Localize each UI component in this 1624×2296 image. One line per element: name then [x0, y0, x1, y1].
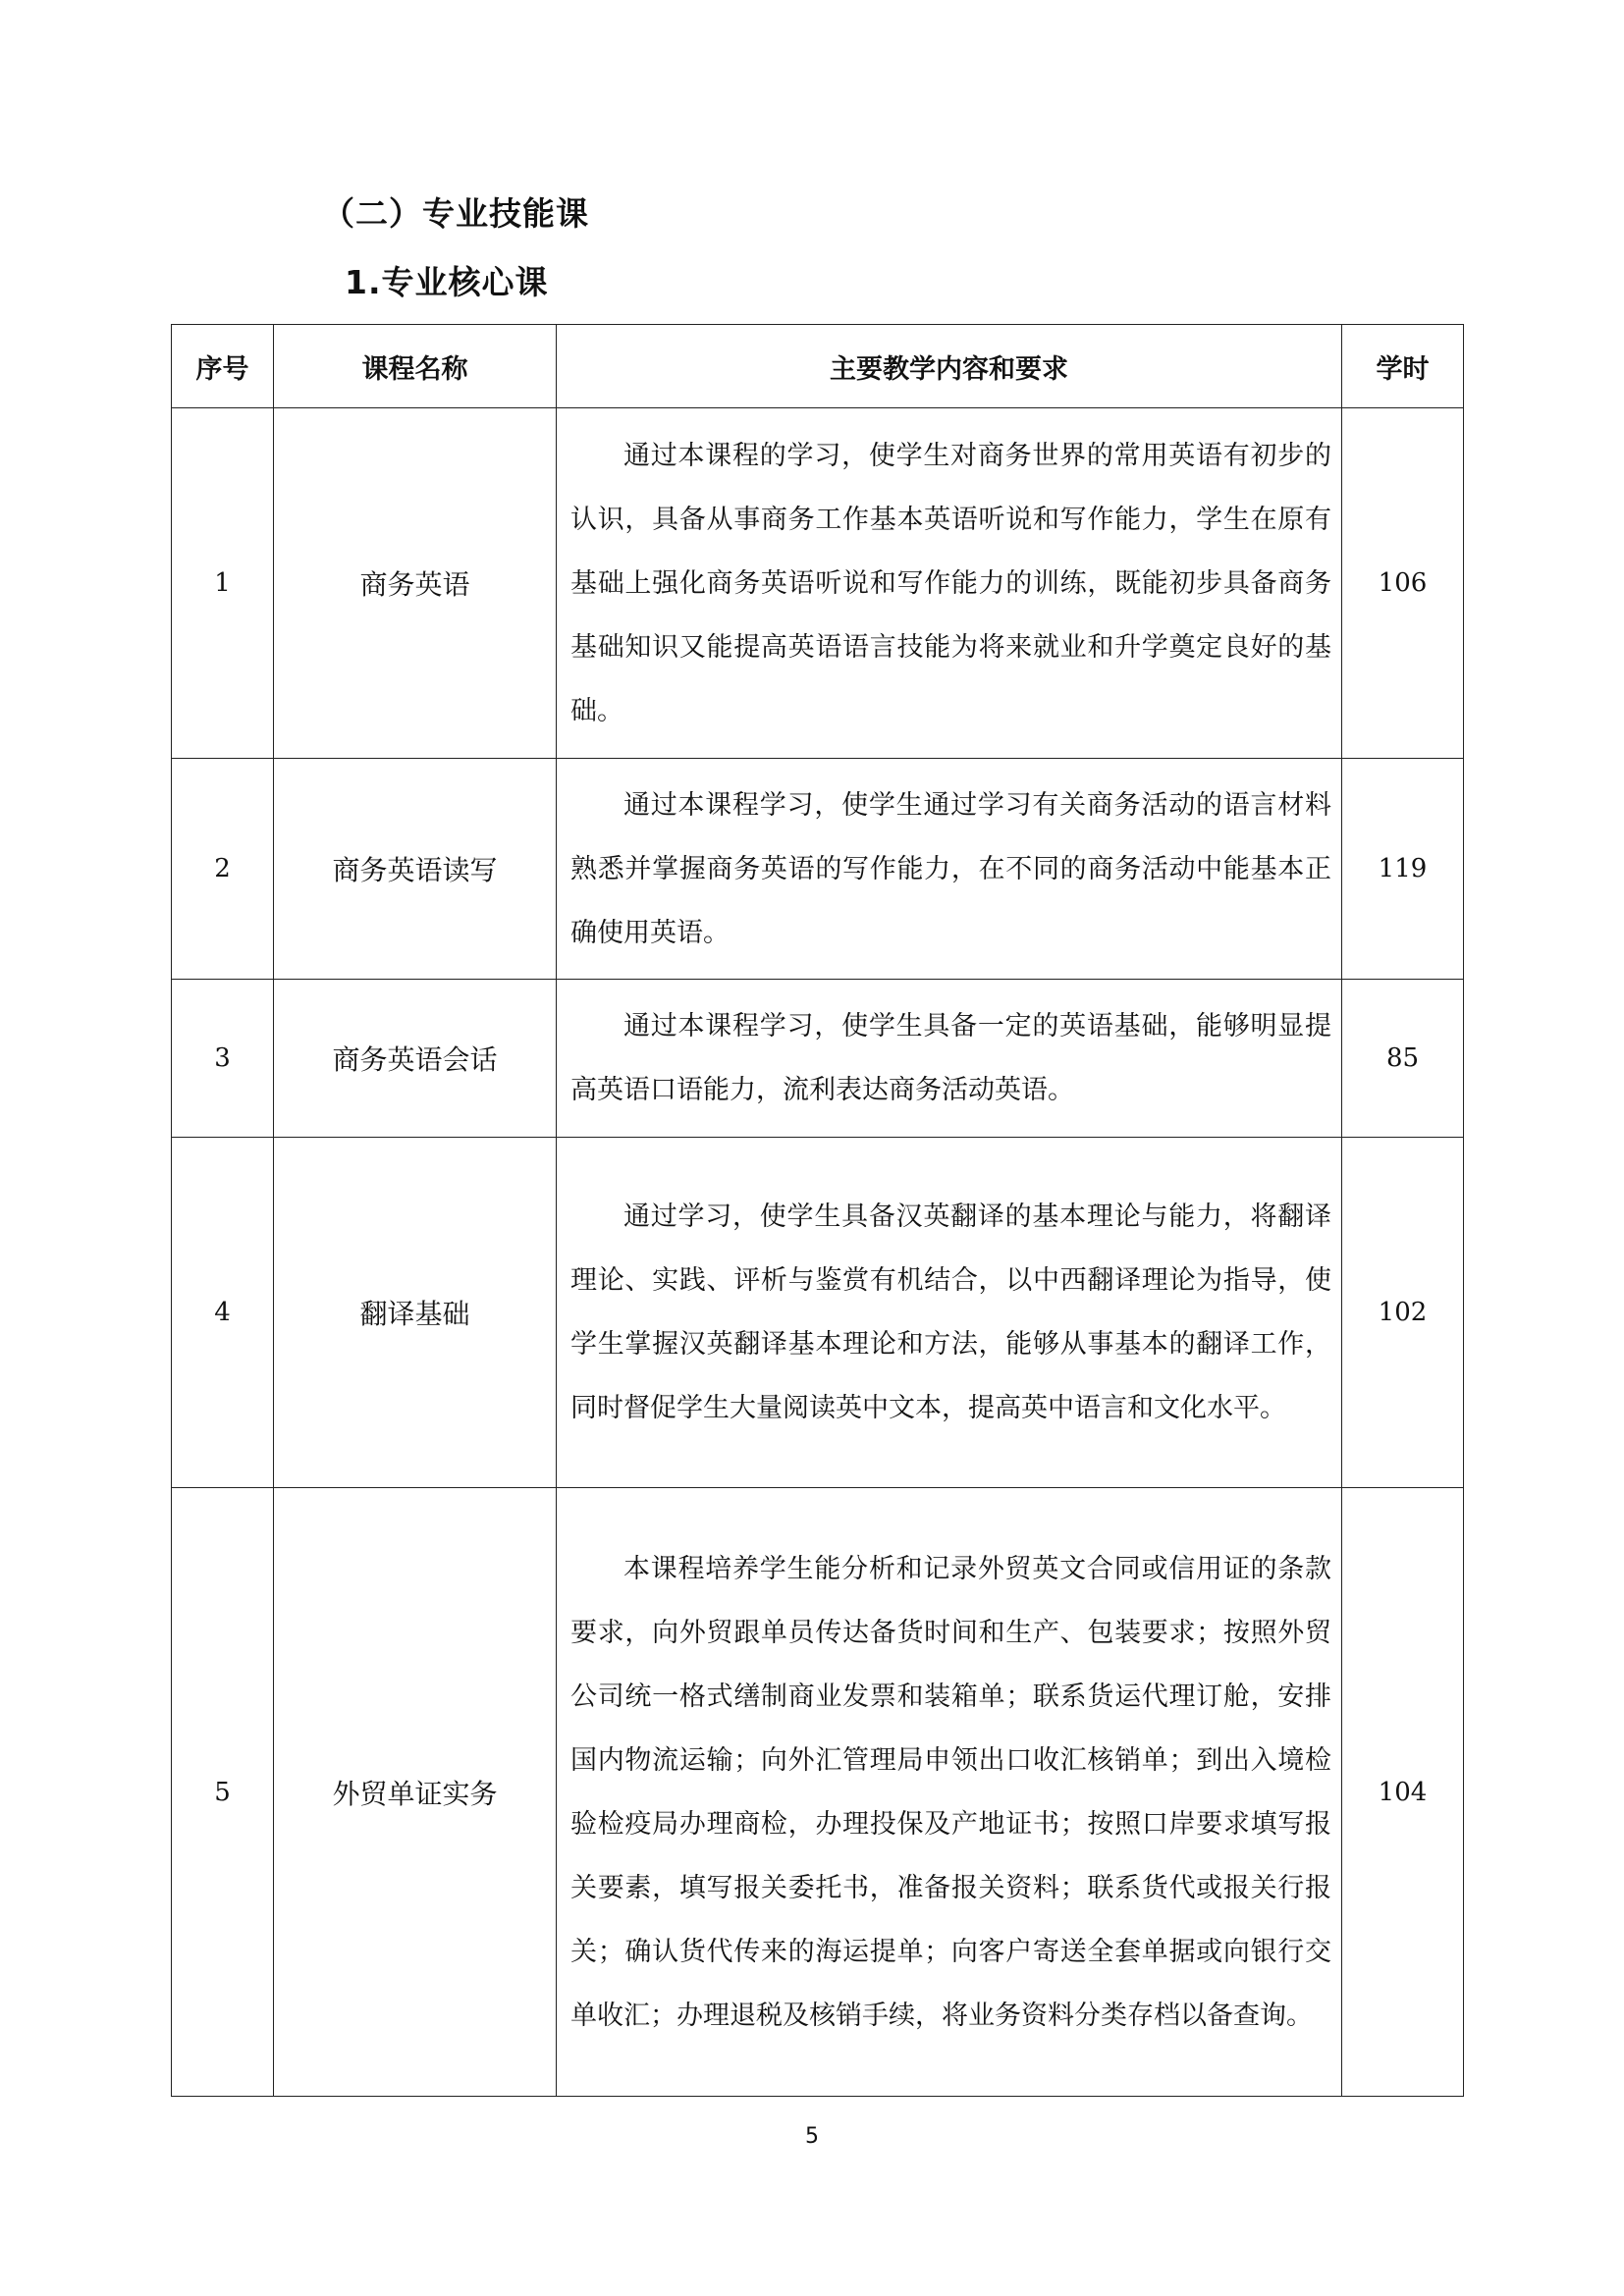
row-number: 5 — [172, 1488, 274, 2097]
row-course-name: 商务英语会话 — [274, 980, 557, 1138]
row-hours: 85 — [1342, 980, 1464, 1138]
row-number: 4 — [172, 1138, 274, 1488]
row-hours: 106 — [1342, 408, 1464, 759]
row-number: 2 — [172, 759, 274, 980]
table-row — [172, 1138, 1464, 1488]
row-course-name: 外贸单证实务 — [274, 1488, 557, 2097]
page-number: 5 — [805, 2124, 819, 2149]
header-number: 序号 — [172, 325, 274, 408]
header-hours: 学时 — [1342, 325, 1464, 408]
row-course-name: 翻译基础 — [274, 1138, 557, 1488]
row-course-name: 商务英语读写 — [274, 759, 557, 980]
table-header-row — [172, 325, 1464, 408]
sub-title: 1.专业核心课 — [345, 263, 549, 301]
row-hours: 119 — [1342, 759, 1464, 980]
row-content: 通过本课程学习，使学生具备一定的英语基础，能够明显提高英语口语能力，流利表达商务活动英语。 — [557, 980, 1342, 1138]
course-table — [171, 324, 1464, 2097]
row-course-name: 商务英语 — [274, 408, 557, 759]
section-title: （二）专业技能课 — [322, 194, 589, 233]
table-row — [172, 759, 1464, 980]
table-row — [172, 1488, 1464, 2097]
row-hours: 104 — [1342, 1488, 1464, 2097]
row-number: 1 — [172, 408, 274, 759]
row-content: 通过本课程学习，使学生通过学习有关商务活动的语言材料熟悉并掌握商务英语的写作能力，在不同的商务活动中能基本正确使用英语。 — [557, 759, 1342, 980]
header-content: 主要教学内容和要求 — [557, 325, 1342, 408]
table-row — [172, 980, 1464, 1138]
row-number: 3 — [172, 980, 274, 1138]
row-content: 通过本课程的学习，使学生对商务世界的常用英语有初步的认识，具备从事商务工作基本英语听说和写作能力，学生在原有基础上强化商务英语听说和写作能力的训练，既能初步具备商务基础知识又能提高英语语言技能为将来就业和升学奠定良好的基础。 — [557, 408, 1342, 759]
row-content: 本课程培养学生能分析和记录外贸英文合同或信用证的条款要求，向外贸跟单员传达备货时间和生产、包装要求；按照外贸公司统一格式缮制商业发票和装箱单；联系货运代理订舱，安排国内物流运输；向外汇管理局申领出口收汇核销单；到出入境检验检疫局办理商检，办理投保及产地证书；按照口岸要求填写报关要素，填写报关委托书，准备报关资料；联系货代或报关行报关；确认货代传来的海运提单；向客户寄送全套单据或向银行交单收汇；办理退税及核销手续，将业务资料分类存档以备查询。 — [557, 1488, 1342, 2097]
header-course-name: 课程名称 — [274, 325, 557, 408]
row-content: 通过学习，使学生具备汉英翻译的基本理论与能力，将翻译理论、实践、评析与鉴赏有机结合，以中西翻译理论为指导，使学生掌握汉英翻译基本理论和方法，能够从事基本的翻译工作，同时督促学生大量阅读英中文本，提高英中语言和文化水平。 — [557, 1138, 1342, 1488]
table-row — [172, 408, 1464, 759]
row-hours: 102 — [1342, 1138, 1464, 1488]
